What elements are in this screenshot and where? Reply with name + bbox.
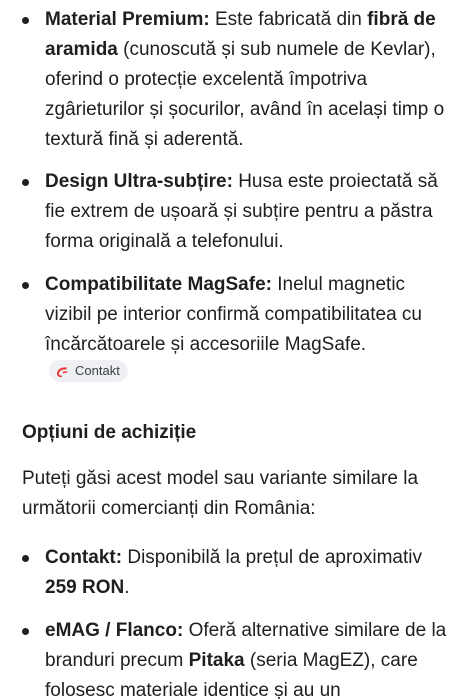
item-text: Husa este proiectată să fie extrem de ușoară și subțire pentru a păstra forma originală a telefonului. <box>45 171 438 252</box>
bullet-dot <box>22 17 29 24</box>
item-title: eMAG / Flanco: <box>45 620 184 641</box>
item-text: Este fabricată din <box>209 9 368 30</box>
item-title: Compatibilitate MagSafe: <box>45 274 272 295</box>
bullet-dot <box>22 282 29 289</box>
item-text: . <box>124 577 130 598</box>
item-text: Disponibilă la prețul de aproximativ <box>122 547 422 568</box>
item-text: Inelul magnetic vizibil pe interior confirmă compatibilitatea cu încărcătoarele și accesoriile MagSafe. <box>45 274 422 355</box>
bullet-dot <box>22 628 29 635</box>
item-text: (seria MagEZ), care folosesc materiale identice și au un <box>45 650 418 699</box>
contakt-logo-icon <box>55 364 69 378</box>
features-list <box>0 5 462 391</box>
bullet-dot <box>22 555 29 562</box>
list-item <box>0 270 462 391</box>
item-title: Contakt: <box>45 547 123 568</box>
section-heading: Opțiuni de achiziție <box>22 422 197 443</box>
item-bold: 259 RON <box>45 577 125 598</box>
item-bold: Pitaka <box>188 650 245 671</box>
retailers-list <box>0 543 462 699</box>
item-text: (cunoscută și sub numele de Kevlar), oferind o protecție excelentă împotriva zgârieturilor și șocurilor, având în același timp o textură fină și aderentă. <box>45 39 445 150</box>
chip-label: Contakt <box>75 363 120 378</box>
intro-paragraph: Puteți găsi acest model sau variante similare la următorii comercianți din România: <box>22 468 419 519</box>
list-item <box>0 616 462 699</box>
item-title: Material Premium: <box>45 9 210 30</box>
list-item <box>0 167 462 257</box>
item-text: Oferă alternative similare de la branduri precum <box>45 620 447 671</box>
item-title: Design Ultra-subțire: <box>45 171 233 192</box>
list-item <box>0 543 462 603</box>
list-item <box>0 5 462 155</box>
item-bold: fibră de aramida <box>45 9 436 60</box>
source-chip[interactable] <box>49 360 128 382</box>
bullet-dot <box>22 179 29 186</box>
